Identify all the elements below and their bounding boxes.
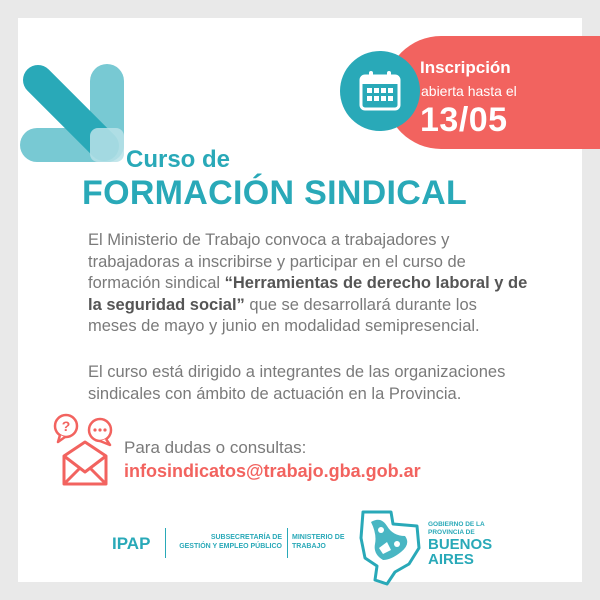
body-intro: El Ministerio de Trabajo convoca a trabajadores y trabajadoras a inscribirse y participar en el curso de formación sindical [88,231,466,292]
province-name [428,537,518,567]
badge-title: Inscripción [420,58,511,77]
body-paragraph-1 [88,230,528,338]
gov-line3: BUENOS [428,536,493,553]
body-rest: que se desarrollará durante los meses de mayo y junio en modalidad semipresencial. [88,295,480,335]
mail-question-icon [50,412,120,488]
province-map-logo [357,508,423,588]
svg-text:?: ? [61,418,71,434]
badge-subtitle: abierta hasta el [421,83,517,99]
ministerio-line1: MINISTERIO DE [292,534,345,541]
subsecretaria-line1: SUBSECRETARÍA DE [210,534,282,541]
gov-line4: AIRES [428,551,474,568]
ministerio-line2: TRABAJO [292,543,326,550]
ipap-logo-text: IPAP [112,534,151,553]
subsecretaria-text [170,533,282,551]
government-label [428,521,508,537]
ministerio-text [292,533,354,551]
gov-line1: GOBIERNO DE LA [428,521,485,528]
contact-label: Para dudas o consultas: [124,438,307,457]
title-line2: FORMACIÓN SINDICAL [82,174,468,212]
footer-divider [287,528,288,558]
course-name: “Herramientas de derecho laboral y de la seguridad social” [88,274,528,314]
subsecretaria-line2: GESTIÓN Y EMPLEO PÚBLICO [179,543,282,550]
badge-date: 13/05 [420,101,508,139]
arrow-graphic [18,62,128,166]
calendar-badge [340,51,420,131]
calendar-icon [358,69,402,113]
gov-line2: PROVINCIA DE [428,529,475,536]
contact-email-link[interactable]: infosindicatos@trabajo.gba.gob.ar [124,461,421,481]
title-line1: Curso de [126,146,231,173]
footer-divider [165,528,166,558]
body-paragraph-2: El curso está dirigido a integrantes de las organizaciones sindicales con ámbito de actuación en la Provincia. [88,363,506,403]
